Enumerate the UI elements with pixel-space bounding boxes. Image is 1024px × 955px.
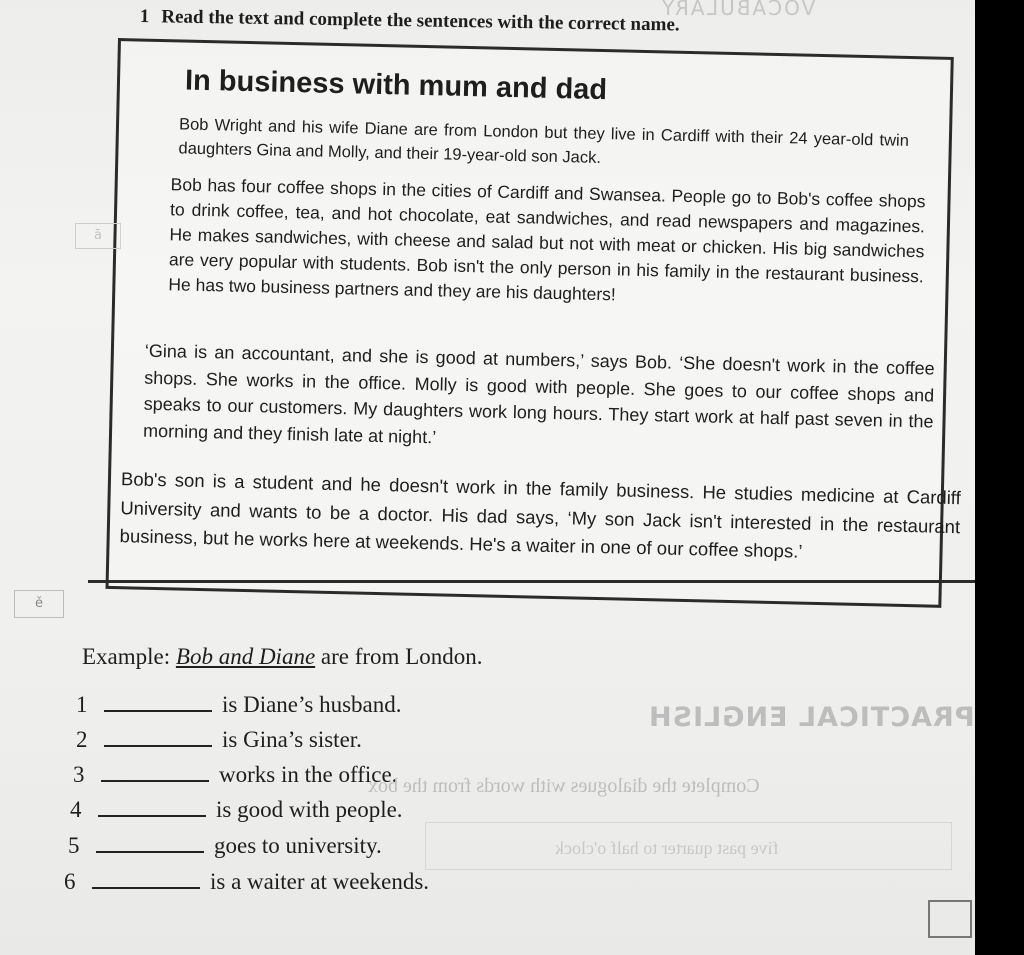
instruction-text: Read the text and complete the sentences with the correct name. <box>161 6 680 36</box>
question-item <box>76 692 402 718</box>
paragraph-4: Bob's son is a student and he doesn't work in the family business. He studies medicine at Cardiff University and wants to be a doctor. His dad says, ‘My son Jack isn't interested in the restaurant business, but he works here at weekends. He's a waiter in one of our coffee shops.’ <box>119 468 962 562</box>
answer-blank[interactable] <box>96 833 204 853</box>
question-item <box>70 797 403 823</box>
margin-marker: ā <box>75 223 121 249</box>
answer-blank[interactable] <box>98 797 206 817</box>
example-answer: Bob and Diane <box>175 644 316 669</box>
item-text: goes to university. <box>214 833 382 858</box>
answer-blank[interactable] <box>104 692 212 712</box>
show-through-text: Complete the dialogues with words from the box <box>368 775 760 797</box>
article-title: In business with mum and dad <box>184 64 608 107</box>
item-number: 1 <box>76 692 88 717</box>
item-text: is good with people. <box>216 797 403 822</box>
question-item <box>68 833 382 859</box>
item-text: works in the office. <box>219 762 398 787</box>
show-through-heading: VOCABULARY <box>660 0 816 20</box>
show-through-text: five past quarter to half o'clock <box>555 838 779 858</box>
paragraph-2: Bob has four coffee shops in the cities of Cardiff and Swansea. People go to Bob's coffee shops to drink coffee, tea, and hot chocolate, eat sandwiches, and read newspapers and magazines. He makes sandwiches, with cheese and salad but not with meat or chicken. His big sandwiches are very popular with students. Bob isn't the only person in his family in the restaurant business. He has two business partners and they are his daughters! <box>168 174 926 305</box>
item-text: is Gina’s sister. <box>222 727 362 752</box>
item-text: is a waiter at weekends. <box>210 869 430 894</box>
right-black-edge <box>975 0 1024 955</box>
show-through-box <box>425 822 952 870</box>
box-bottom-border <box>88 580 976 583</box>
answer-blank[interactable] <box>101 762 209 782</box>
reading-text-box <box>105 38 962 608</box>
paragraph-1: Bob Wright and his wife Diane are from London but they live in Cardiff with their 24 year-old twin daughters Gina and Molly, and their 19-year-old son Jack. <box>178 115 910 167</box>
answer-blank[interactable] <box>92 869 200 889</box>
example-rest: are from London. <box>320 644 483 669</box>
exercise-number: 1 <box>139 6 150 28</box>
margin-marker: ě <box>14 590 64 618</box>
answer-blank[interactable] <box>104 727 212 747</box>
item-number: 4 <box>70 797 82 822</box>
show-through-heading: PRACTICAL ENGLISH <box>648 702 975 733</box>
item-number: 6 <box>64 869 76 894</box>
question-item <box>76 727 362 753</box>
item-number: 2 <box>76 727 88 752</box>
item-number: 5 <box>68 833 80 858</box>
example-label: Example: <box>82 644 171 669</box>
item-number: 3 <box>73 762 85 787</box>
corner-box <box>928 900 972 938</box>
item-text: is Diane’s husband. <box>222 692 402 717</box>
paragraph-3: ‘Gina is an accountant, and she is good at numbers,’ says Bob. ‘She doesn't work in the coffee shops. She works in the office. Molly is good with people. She goes to our coffee shops and speaks to our customers. My daughters work long hours. They start work at half past seven in the morning and they finish late at night.’ <box>142 340 935 447</box>
question-item <box>64 869 429 895</box>
example-sentence <box>82 644 483 670</box>
question-item <box>73 762 397 788</box>
exercise-instruction <box>140 6 680 36</box>
